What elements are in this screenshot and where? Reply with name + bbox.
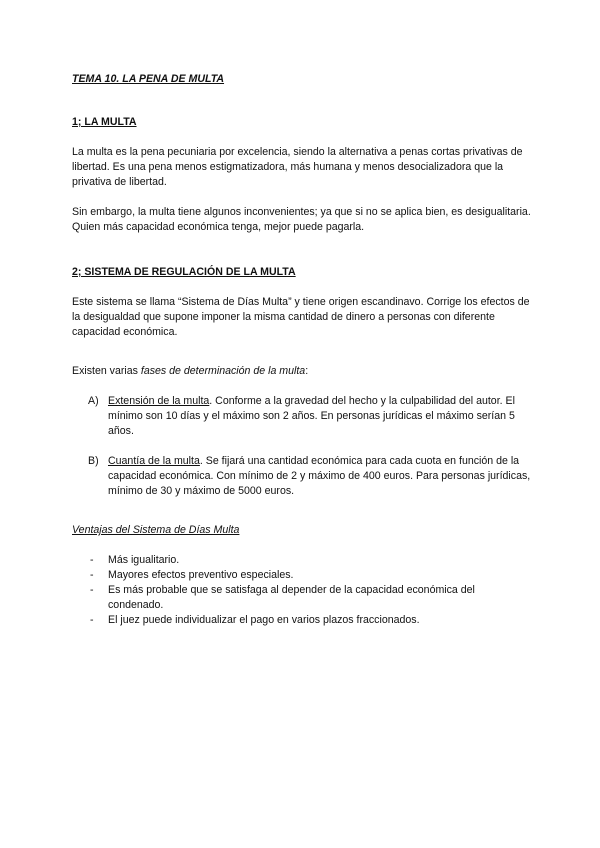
advantage-text: Más igualitario. — [108, 554, 180, 566]
dash-bullet: - — [90, 614, 94, 626]
dash-bullet: - — [90, 554, 94, 566]
advantages-heading: Ventajas del Sistema de Días Multa — [72, 524, 240, 536]
phase-term: Extensión de la multa — [108, 395, 210, 407]
section-1-heading: 1; LA MULTA — [72, 116, 137, 128]
phase-text: . Se fijará una cantidad económica para cada cuota en función de la capacidad económica. Con mínimo de 2 y máximo de 400 euros. Para personas jurídicas, mínimo de 30 y máximo de 5000 euros. — [108, 455, 531, 497]
phases-intro — [72, 364, 532, 379]
phase-marker: A) — [88, 395, 99, 407]
dash-bullet: - — [90, 569, 94, 581]
phase-text: . Conforme a la gravedad del hecho y la culpabilidad del autor. El mínimo son 10 días y el máximo son 2 años. En personas jurídicas el máximo serían 5 años. — [108, 395, 515, 437]
phases-intro-text: Existen varias — [72, 365, 141, 377]
section-2-heading: 2; SISTEMA DE REGULACIÓN DE LA MULTA — [72, 266, 296, 278]
phase-marker: B) — [88, 455, 99, 467]
phases-list — [72, 394, 532, 499]
advantage-text: El juez puede individualizar el pago en varios plazos fraccionados. — [108, 614, 420, 626]
phases-intro-italic: fases de determinación de la multa — [140, 365, 306, 377]
list-item — [72, 553, 532, 568]
phase-item-b — [72, 454, 532, 499]
section-1-paragraph-1: La multa es la pena pecuniaria por excelencia, siendo la alternativa a penas cortas privativas de libertad. Es una pena menos estigmatizadora, más humana y menos desocializadora que la privativa de libertad. — [72, 146, 523, 188]
dash-bullet: - — [90, 584, 94, 596]
phase-term: Cuantía de la multa — [108, 455, 200, 467]
advantage-text: Es más probable que se satisfaga al depender de la capacidad económica del condenado. — [108, 584, 475, 611]
section-2-paragraph-1: Este sistema se llama “Sistema de Días Multa” y tiene origen escandinavo. Corrige los efectos de la desigualdad que supone imponer la misma cantidad de dinero a personas con diferente capacidad económica. — [72, 296, 530, 338]
document-title: TEMA 10. LA PENA DE MULTA — [72, 73, 225, 85]
phase-item-a — [72, 394, 532, 439]
phases-intro-end: : — [305, 365, 309, 377]
section-1-paragraph-2: Sin embargo, la multa tiene algunos inconvenientes; ya que si no se aplica bien, es desigualitaria. Quien más capacidad económica tenga, mejor puede pagarla. — [72, 206, 531, 233]
list-item — [72, 613, 532, 628]
advantages-list — [72, 553, 532, 628]
advantage-text: Mayores efectos preventivo especiales. — [108, 569, 294, 581]
list-item — [72, 583, 532, 613]
document-page — [72, 62, 532, 628]
list-item — [72, 568, 532, 583]
